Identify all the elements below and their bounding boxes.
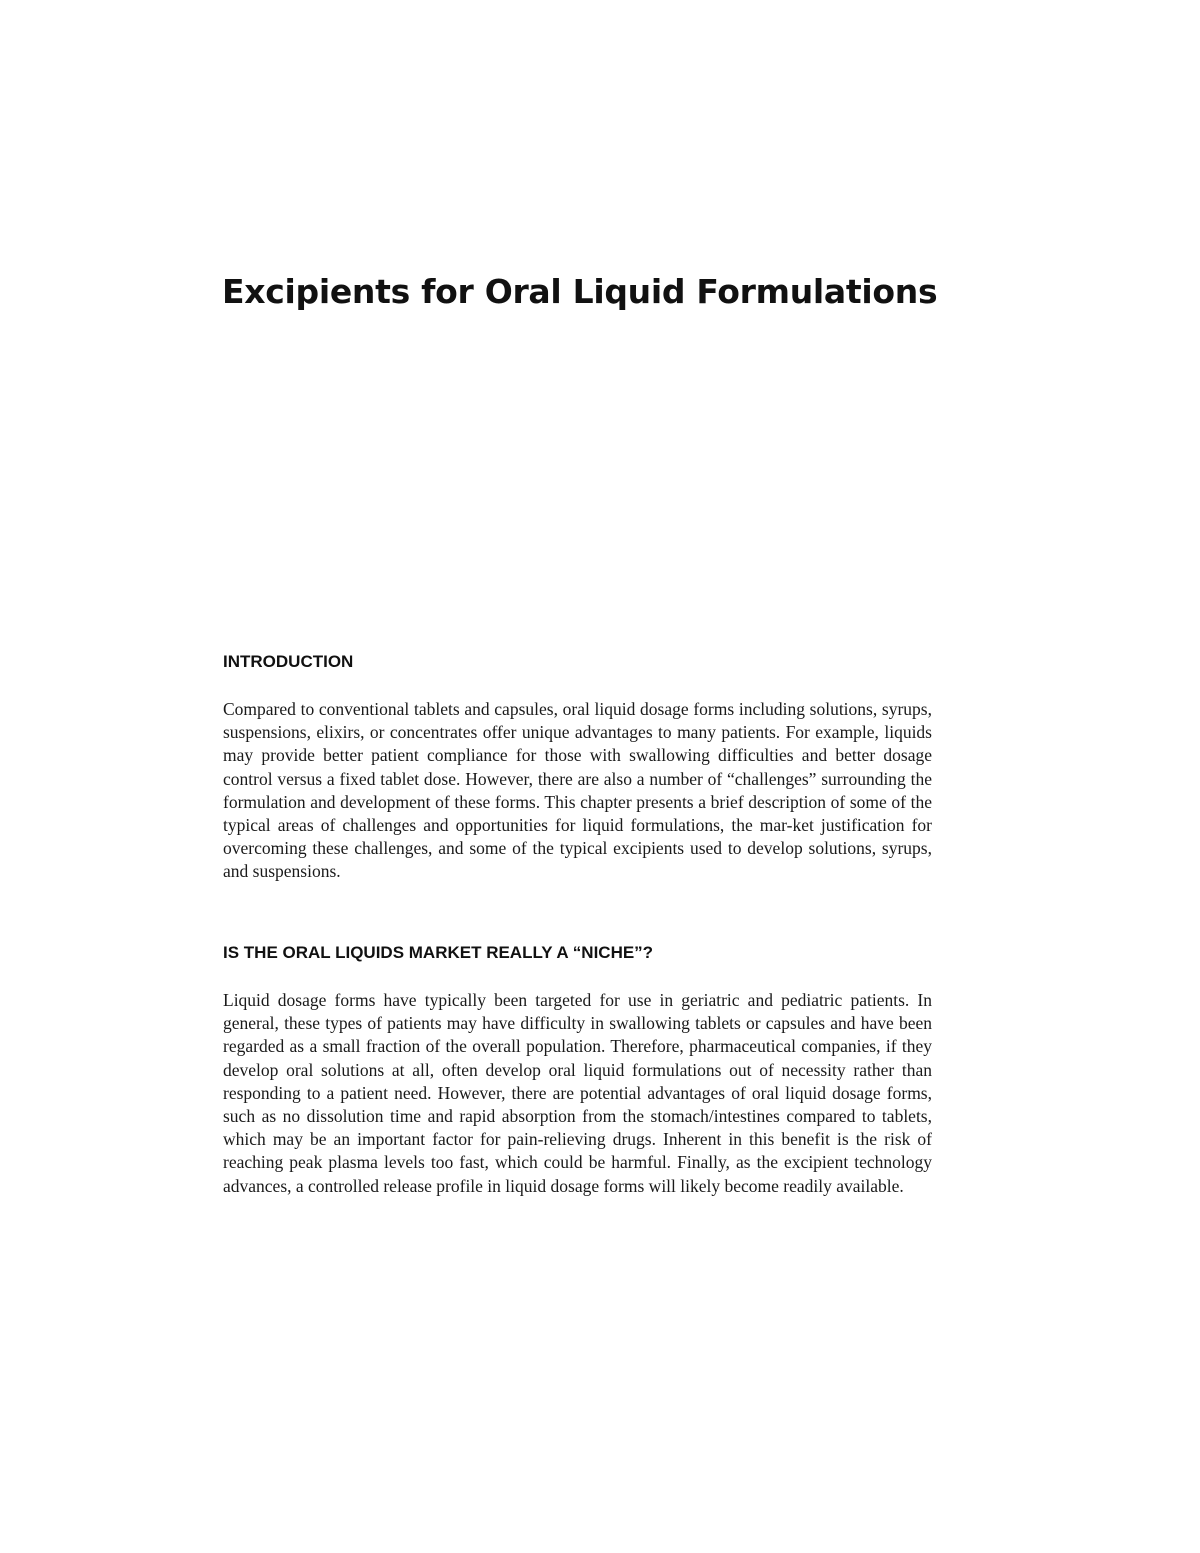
chapter-title: Excipients for Oral Liquid Formulations xyxy=(222,272,938,311)
paragraph-introduction: Compared to conventional tablets and capsules, oral liquid dosage forms including solutions, syrups, suspensions, elixirs, or concentrates offer unique advantages to many patients. For example, liquids may provide better patient compliance for those with swallowing difficulties and better dosage control versus a fixed tablet dose. However, there are also a number of “challenges” surrounding the formulation and development of these forms. This chapter presents a brief description of some of the typical areas of challenges and opportunities for liquid formulations, the mar-ket justification for overcoming these challenges, and some of the typical excipients used to develop solutions, syrups, and suspensions. xyxy=(223,699,932,882)
section-heading-oral-liquids-market: IS THE ORAL LIQUIDS MARKET REALLY A “NICHE”? xyxy=(223,943,654,962)
section-heading-introduction: INTRODUCTION xyxy=(223,652,354,671)
paragraph-oral-liquids-market: Liquid dosage forms have typically been targeted for use in geriatric and pediatric patients. In general, these types of patients may have difficulty in swallowing tablets or capsules and have been regarded as a small fraction of the overall population. Therefore, pharmaceutical companies, if they develop oral solutions at all, often develop oral liquid formulations out of necessity rather than responding to a patient need. However, there are potential advantages of oral liquid dosage forms, such as no dissolution time and rapid absorption from the stomach/intestines compared to tablets, which may be an important factor for pain-relieving drugs. Inherent in this benefit is the risk of reaching peak plasma levels too fast, which could be harmful. Finally, as the excipient technology advances, a controlled release profile in liquid dosage forms will likely become readily available. xyxy=(223,990,932,1196)
